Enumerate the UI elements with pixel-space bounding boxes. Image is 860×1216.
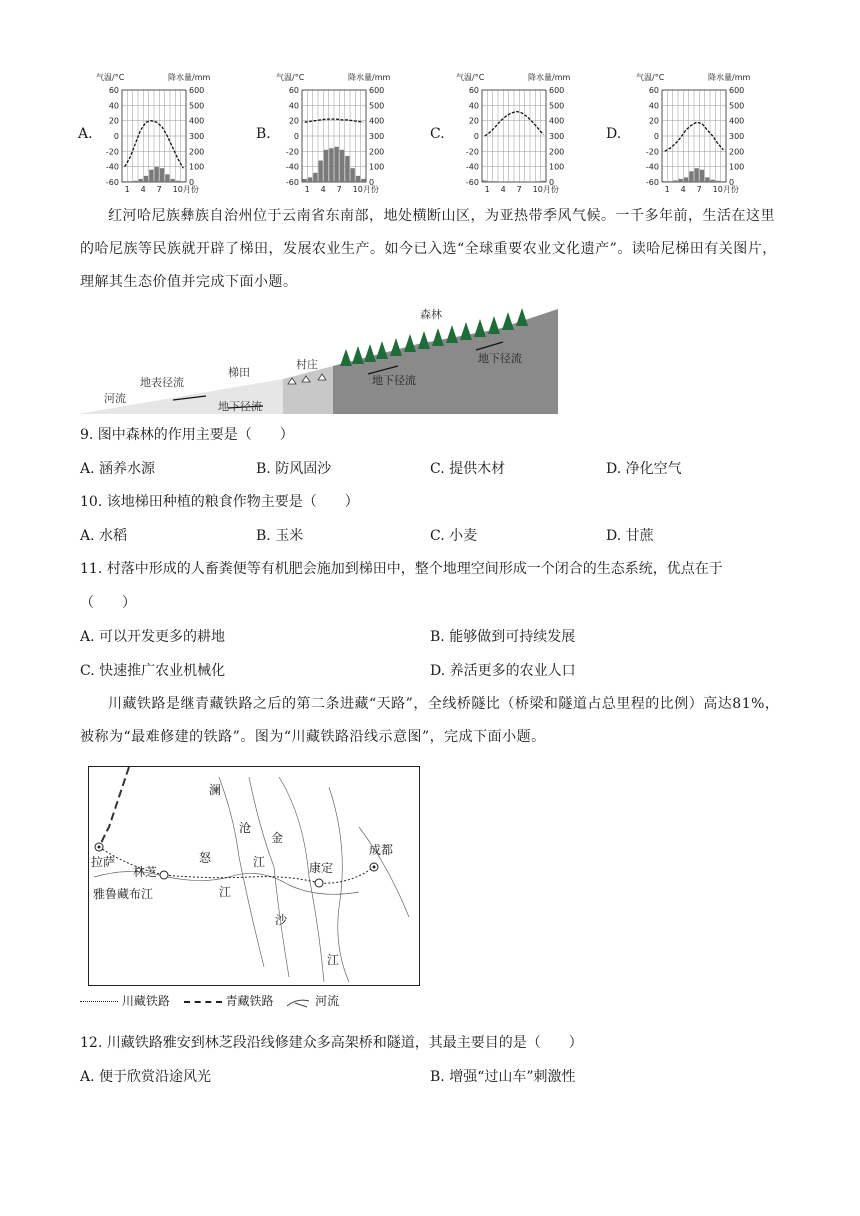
precip-bar: [483, 180, 487, 182]
legend-sichuan-tibet-label: 川藏铁路: [121, 994, 170, 1008]
map-label-lhasa: 拉萨: [91, 855, 116, 869]
month-tick-label: 10月份: [172, 185, 199, 194]
precip-bar: [345, 156, 349, 182]
label-terrace: 梯田: [228, 366, 250, 379]
precip-axis-label: 降水量/mm: [708, 73, 751, 82]
question-9-option-a[interactable]: A. 涵养水源: [80, 461, 156, 477]
precip-bar: [324, 150, 328, 182]
month-tick-label: 1: [664, 185, 670, 194]
question-10-option-c[interactable]: C. 小麦: [430, 528, 478, 544]
qinghai-tibet-line: [99, 767, 129, 849]
precip-tick-label: 200: [189, 147, 205, 157]
precip-tick-label: 300: [729, 132, 745, 141]
precip-tick-label: 600: [189, 86, 205, 95]
precip-bar: [329, 148, 333, 182]
map-label-yarlung: 雅鲁藏布江: [93, 887, 154, 901]
precip-tick-label: 500: [369, 101, 385, 111]
precip-bar: [493, 181, 497, 182]
month-tick-label: 1: [124, 185, 130, 194]
precip-bar: [144, 176, 148, 182]
map-label-chengdu: 成都: [369, 843, 394, 857]
label-surface-runoff: 地表径流: [140, 376, 184, 389]
precip-bar: [356, 176, 360, 182]
map-label-nu-2: 江: [219, 885, 232, 899]
label-underground-runoff-1: 地下径流: [218, 400, 262, 413]
month-tick-label: 7: [696, 185, 702, 194]
temp-axis-label: 气温/°C: [276, 73, 305, 82]
question-11-stem-bracket: （ ）: [80, 595, 136, 611]
question-10-option-d[interactable]: D. 甘蔗: [606, 528, 654, 544]
temp-tick-label: 20: [108, 116, 119, 126]
temp-tick-label: 60: [468, 86, 479, 95]
precip-bar: [319, 161, 323, 182]
precip-bar: [149, 170, 153, 182]
temp-tick-label: -60: [465, 178, 479, 187]
precip-bar: [673, 180, 677, 182]
precip-bar: [313, 173, 317, 182]
precip-bar: [689, 171, 693, 182]
precip-tick-label: 200: [549, 147, 565, 157]
precip-tick-label: 600: [369, 86, 385, 95]
question-9-option-b[interactable]: B. 防风固沙: [256, 461, 332, 477]
precip-bar: [308, 177, 312, 182]
map-label-lancang-2: 沧: [239, 821, 252, 835]
passage-sichuan-tibet-railway: 川藏铁路是继青藏铁路之后的第二条进藏“天路”，全线桥隧比（桥梁和隧道占总里程的比例）高达81%，被称为“最难修建的铁路”。图为“川藏铁路沿线示意图”，完成下面小题。: [80, 696, 780, 745]
temp-tick-label: -20: [105, 147, 119, 157]
precip-tick-label: 100: [729, 162, 745, 172]
precip-bar: [716, 181, 720, 182]
precip-tick-label: 0: [369, 178, 375, 187]
question-9-option-c[interactable]: C. 提供木材: [430, 461, 506, 477]
precip-tick-label: 200: [729, 147, 745, 157]
temp-tick-label: 40: [648, 101, 659, 111]
legend-river-swatch: [287, 997, 311, 1007]
precip-bar: [160, 168, 164, 182]
precip-tick-label: 500: [729, 101, 745, 111]
precip-tick-label: 300: [549, 132, 565, 141]
precip-tick-label: 0: [549, 178, 555, 187]
precip-bar: [133, 181, 137, 182]
temp-tick-label: -60: [285, 178, 299, 187]
month-tick-label: 7: [336, 185, 342, 194]
precip-tick-label: 400: [369, 116, 385, 126]
climate-chart-c: [450, 70, 580, 200]
temp-tick-label: -20: [285, 147, 299, 157]
passage-hani-terraces: 红河哈尼族彝族自治州位于云南省东南部，地处横断山区，为亚热带季风气候。一千多年前，生活在这里的哈尼族等民族就开辟了梯田，发展农业生产。如今已入选“全球重要农业文化遗产”。读哈尼梯田有关图片，理解其生态价值并完成下面小题。: [80, 208, 777, 290]
precip-bar: [335, 147, 339, 182]
precip-axis-label: 降水量/mm: [168, 73, 211, 82]
precip-bar: [165, 174, 169, 182]
temp-tick-label: 0: [473, 132, 479, 141]
month-tick-label: 1: [484, 185, 490, 194]
temp-tick-label: 20: [648, 116, 659, 126]
temp-tick-label: -20: [465, 147, 479, 157]
map-label-jinsha-1: 金: [271, 831, 284, 845]
month-tick-label: 10月份: [712, 185, 739, 194]
temp-tick-label: -20: [645, 147, 659, 157]
precip-tick-label: 400: [549, 116, 565, 126]
question-11-stem: 11. 村落中形成的人畜粪便等有机肥会施加到梯田中，整个地理空间形成一个闭合的生态系统，优点在于: [80, 561, 723, 577]
label-village: 村庄: [296, 358, 318, 371]
month-tick-label: 4: [500, 185, 506, 194]
temp-tick-label: 0: [113, 132, 119, 141]
question-11-option-c[interactable]: C. 快速推广农业机械化: [80, 663, 226, 679]
question-9-stem: 9. 图中森林的作用主要是（ ）: [80, 427, 294, 443]
label-underground-runoff-3: 地下径流: [478, 352, 522, 365]
railway-map: [88, 766, 420, 986]
question-10-option-a[interactable]: A. 水稻: [80, 528, 128, 544]
label-river: 河流: [104, 392, 126, 405]
precip-bar: [155, 167, 159, 182]
legend-dashed-swatch: [184, 1001, 222, 1003]
temp-tick-label: 60: [648, 86, 659, 95]
question-12-option-b[interactable]: B. 增强“过山车”刺激性: [430, 1069, 576, 1085]
map-label-jinsha-2: 沙: [275, 913, 288, 927]
precip-tick-label: 500: [549, 101, 565, 111]
climate-chart-a: [90, 70, 220, 200]
chart-option-c-letter: C.: [430, 126, 445, 142]
precip-axis-label: 降水量/mm: [348, 73, 391, 82]
climate-chart-d: [630, 70, 760, 200]
question-11-option-a[interactable]: A. 可以开发更多的耕地: [80, 629, 226, 645]
temp-tick-label: -40: [465, 162, 479, 172]
precip-bar: [705, 177, 709, 182]
precip-bar: [181, 181, 185, 182]
month-tick-label: 4: [140, 185, 146, 194]
temp-tick-label: 40: [108, 101, 119, 111]
label-underground-runoff-2: 地下径流: [372, 374, 416, 387]
precip-tick-label: 300: [369, 132, 385, 141]
temp-axis-label: 气温/°C: [636, 73, 665, 82]
question-12-option-a[interactable]: A. 便于欣赏沿途风光: [80, 1069, 212, 1085]
precip-bar: [536, 181, 540, 182]
temp-tick-label: 40: [288, 101, 299, 111]
precip-tick-label: 100: [549, 162, 565, 172]
month-tick-label: 7: [156, 185, 162, 194]
month-tick-label: 4: [320, 185, 326, 194]
temp-tick-label: -40: [105, 162, 119, 172]
legend-qinghai-tibet-label: 青藏铁路: [225, 994, 274, 1008]
precip-bar: [171, 179, 175, 182]
chart-option-a-letter: A.: [78, 126, 93, 142]
precip-bar: [721, 181, 725, 182]
map-label-jinsha-3: 江: [327, 953, 340, 967]
map-label-nu-1: 怒: [199, 851, 212, 865]
question-9-option-d[interactable]: D. 净化空气: [606, 461, 682, 477]
chart-option-d-letter: D.: [606, 126, 622, 142]
precip-axis-label: 降水量/mm: [528, 73, 571, 82]
precip-tick-label: 300: [189, 132, 205, 141]
precip-bar: [361, 179, 365, 182]
temp-tick-label: 0: [653, 132, 659, 141]
precip-bar: [663, 181, 667, 182]
climate-chart-b: [270, 70, 400, 200]
precip-tick-label: 600: [729, 86, 745, 95]
chart-option-b-letter: B.: [256, 126, 271, 142]
precip-tick-label: 200: [369, 147, 385, 157]
precip-bar: [668, 181, 672, 182]
temp-tick-label: -60: [105, 178, 119, 187]
precip-bar: [541, 181, 545, 182]
month-tick-label: 10月份: [532, 185, 559, 194]
precip-bar: [700, 170, 704, 182]
precip-bar: [303, 179, 307, 182]
label-forest: 森林: [420, 308, 442, 321]
precip-bar: [139, 179, 143, 182]
map-label-kangding: 康定: [309, 861, 334, 875]
question-10-stem: 10. 该地梯田种植的粮食作物主要是（ ）: [80, 494, 359, 510]
month-tick-label: 10月份: [352, 185, 379, 194]
month-tick-label: 7: [516, 185, 522, 194]
precip-bar: [695, 168, 699, 182]
temp-tick-label: 0: [293, 132, 299, 141]
precip-bar: [128, 181, 132, 182]
precip-bar: [711, 180, 715, 182]
temp-tick-label: 60: [108, 86, 119, 95]
precip-bar: [488, 181, 492, 182]
temp-tick-label: 20: [288, 116, 299, 126]
question-12-stem: 12. 川藏铁路雅安到林芝段沿线修建众多高架桥和隧道，其最主要目的是（ ）: [80, 1035, 583, 1051]
map-label-nyingchi: 林芝: [133, 865, 158, 879]
temp-axis-label: 气温/°C: [456, 73, 485, 82]
precip-tick-label: 0: [189, 178, 195, 187]
precip-tick-label: 100: [369, 162, 385, 172]
precip-bar: [123, 181, 127, 182]
precip-bar: [176, 181, 180, 182]
temp-axis-label: 气温/°C: [96, 73, 125, 82]
temp-tick-label: -40: [645, 162, 659, 172]
precip-bar: [351, 168, 355, 182]
precip-tick-label: 0: [729, 178, 735, 187]
precip-tick-label: 100: [189, 162, 205, 172]
map-label-lancang-3: 江: [253, 855, 266, 869]
temp-tick-label: 40: [468, 101, 479, 111]
legend-dotted-swatch: [80, 1001, 118, 1002]
map-legend: [80, 992, 339, 1009]
temp-tick-label: -40: [285, 162, 299, 172]
temp-tick-label: 60: [288, 86, 299, 95]
temp-tick-label: 20: [468, 116, 479, 126]
precip-tick-label: 400: [729, 116, 745, 126]
temp-tick-label: -60: [645, 178, 659, 187]
precip-tick-label: 600: [549, 86, 565, 95]
precip-tick-label: 400: [189, 116, 205, 126]
month-tick-label: 4: [680, 185, 686, 194]
question-11-option-d[interactable]: D. 养活更多的农业人口: [430, 663, 576, 679]
month-tick-label: 1: [304, 185, 310, 194]
terrace-diagram: [78, 304, 562, 416]
precip-tick-label: 500: [189, 101, 205, 111]
precip-bar: [679, 179, 683, 182]
precip-bar: [684, 177, 688, 182]
map-label-lancang-1: 澜: [209, 783, 222, 797]
precip-bar: [340, 150, 344, 182]
question-10-option-b[interactable]: B. 玉米: [256, 528, 304, 544]
legend-river-label: 河流: [315, 994, 340, 1008]
question-11-option-b[interactable]: B. 能够做到可持续发展: [430, 629, 576, 645]
